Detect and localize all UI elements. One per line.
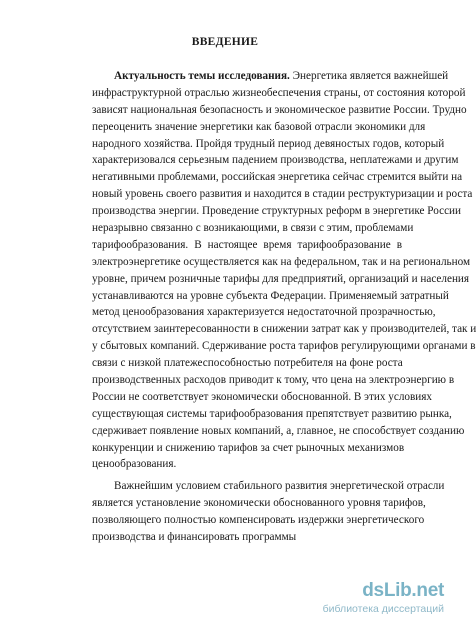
text-line: России не соответствует экономически обоснованной. В этих условиях: [92, 390, 432, 403]
text-line: ценообразования.: [92, 458, 177, 471]
text-line: у сбытовых компаний. Сдерживание роста тарифов регулирующими органами в: [92, 340, 476, 353]
text-line: производства и финансировать программы: [92, 531, 297, 544]
text-line: негативными проблемами, российская энергетика сейчас стремится выйти на: [92, 171, 463, 184]
text-line: производства энергии. Проведение структурных реформ в энергетике России: [92, 205, 462, 218]
watermark-tagline: библиотека диссертаций: [322, 603, 444, 615]
paragraph-1-line-1: Актуальность темы исследования. Энергетика является важнейшей: [114, 70, 449, 82]
text-line: неразрывно связанно с возникающими, в связи с этим, проблемами: [92, 222, 414, 235]
text-line: производственных расходов приводит к тому, что цена на электроэнергию в: [92, 374, 455, 387]
text-line: характеризовался серьезным падением производства, неплатежами и другим: [92, 154, 459, 167]
watermark: [320, 580, 448, 618]
text-line: позволяющего полностью компенсировать издержки энергетического: [92, 514, 425, 527]
watermark-logo: dsLib.net: [362, 580, 444, 601]
text-line: инфраструктурной отраслью жизнеобеспечения страны, от состояния которой: [92, 86, 466, 99]
page-heading: ВВЕДЕНИЕ: [191, 36, 259, 48]
paragraph-2-line-1: Важнейшим условием стабильного развития энергетической отрасли: [114, 480, 445, 493]
text-line: связи с низкой платежеспособностью потребителя на фоне роста: [92, 357, 403, 370]
text-line: сдерживает появление новых компаний, а, главное, не способствует созданию: [92, 424, 465, 437]
text-line: переоценить значение энергетики как базовой отрасли экономики для: [92, 120, 426, 133]
text-line: метод ценообразования характеризуется недостаточной прозрачностью,: [92, 306, 436, 319]
text-line: отсутствием заинтересованности в снижении затрат как у производителей, так и: [92, 323, 476, 336]
lead-phrase: Актуальность темы исследования.: [114, 70, 290, 82]
text-line: конкуренции и снижению тарифов за счет рыночных механизмов: [92, 441, 405, 454]
text-line: существующая системы тарифообразования препятствует развитию рынка,: [92, 407, 452, 420]
text-line: уровне, причем розничные тарифы для предприятий, организаций и населения: [92, 272, 470, 285]
body-text: [92, 68, 476, 546]
text-line: зависят национальная безопасность и экономическое развитие России. Трудно: [92, 103, 467, 116]
text-line: является установление экономически обоснованного уровня тарифов,: [92, 497, 426, 510]
text-line: тарифообразования. В настоящее время тарифообразование в: [92, 238, 402, 251]
text-line: народного хозяйства. Пройдя трудный период девяностых годов, который: [92, 137, 445, 150]
text-line: электроэнергетике осуществляется как на федеральном, так и на региональном: [92, 255, 471, 268]
text-line: новый уровень своего развития и находится в стадии реструктуризации и роста: [92, 188, 473, 201]
text-line: устанавливаются на уровне субъекта Федерации. Применяемый затратный: [92, 289, 449, 302]
